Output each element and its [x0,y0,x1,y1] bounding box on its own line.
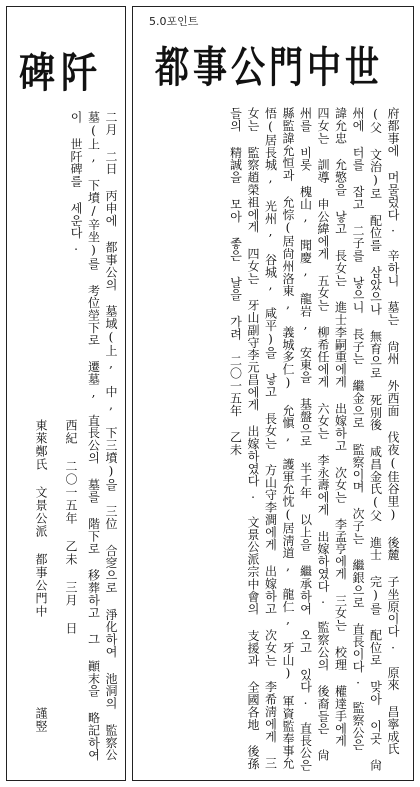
date-line: 西紀 二〇一五年 乙未 三月 日 [64,419,78,635]
epitaph-text-left: 二月 二日 丙申에 都事公의 墓域(上, 中, 下三墳)을 三位 合窆으로 淨化하여 池洞의 監察公墓(上, 下墳/辛坐)를 考位塋下로 遷墓, 直長公의 墓를 階下로 移葬하고 그 顚末을 略記하여 이 世阡碑를 세운다. [69,111,118,761]
size-note: 5.0포인트 [149,15,199,28]
epitaph-text-right: 府都事에 머물렀다. 辛하니 墓는 尙州 外西面 伐夜(佳谷里) 後麓 子坐原이다. 原來 昌寧成氏(父 文治)로 配位를 삼았으나 無育으로 死別後 咸昌金氏(父 進士 完)를 配位로 맞아 이곳 尙州에 터를 잡고 二子를 낳으니 長子는 繼金으로 監察이며 次子는 繼銀으로 直長이다. 監察公은 諱允忠 允憼을 낳고 長女는 進士李嗣重에게 出嫁하고 次女는 李孟亨에게 三女는 校理 權達手에게 四女는 訓導 申公緯에게 五女는 柳希任에게 六女는 李永壽에게 出嫁하였다. 監察公의 後裔들은 尙州를 비롯 槐山, 聞慶, 龍岩, 安東을 基盤으로 半千年 以上을 繼承하여 오고 있다. 直長公은 縣監諱允恒과 允悰(居尙州洛東, 義城多仁) 允愼, 護軍允忱(居淸道, 龍仁, 牙山) 軍資監奉事允悟(居長城, 光州, 谷城, 咸平)을 낳고 長女는 方山守李澗에게 出嫁하고 次女는 李希淸에게 三女는 監察趙榮祖에게 四女는 牙山副守李元昌에게 出嫁하였다. 文景公派宗中會의 支援과 全國各地 後孫들의 精誠을 모아 좋은 날을 가려 二〇一五年 乙未 [228,107,400,772]
epitaph-left-panel [6,6,126,781]
seal-script-title-left: 碑阡 [19,49,104,98]
seal-script-title-right: 都事公門中世 [155,43,383,93]
signature-closing: 謹竪 [34,707,48,733]
epitaph-right-panel [132,6,414,781]
clan-signature: 東萊鄭氏 文景公派 都事公門中 [34,419,48,618]
